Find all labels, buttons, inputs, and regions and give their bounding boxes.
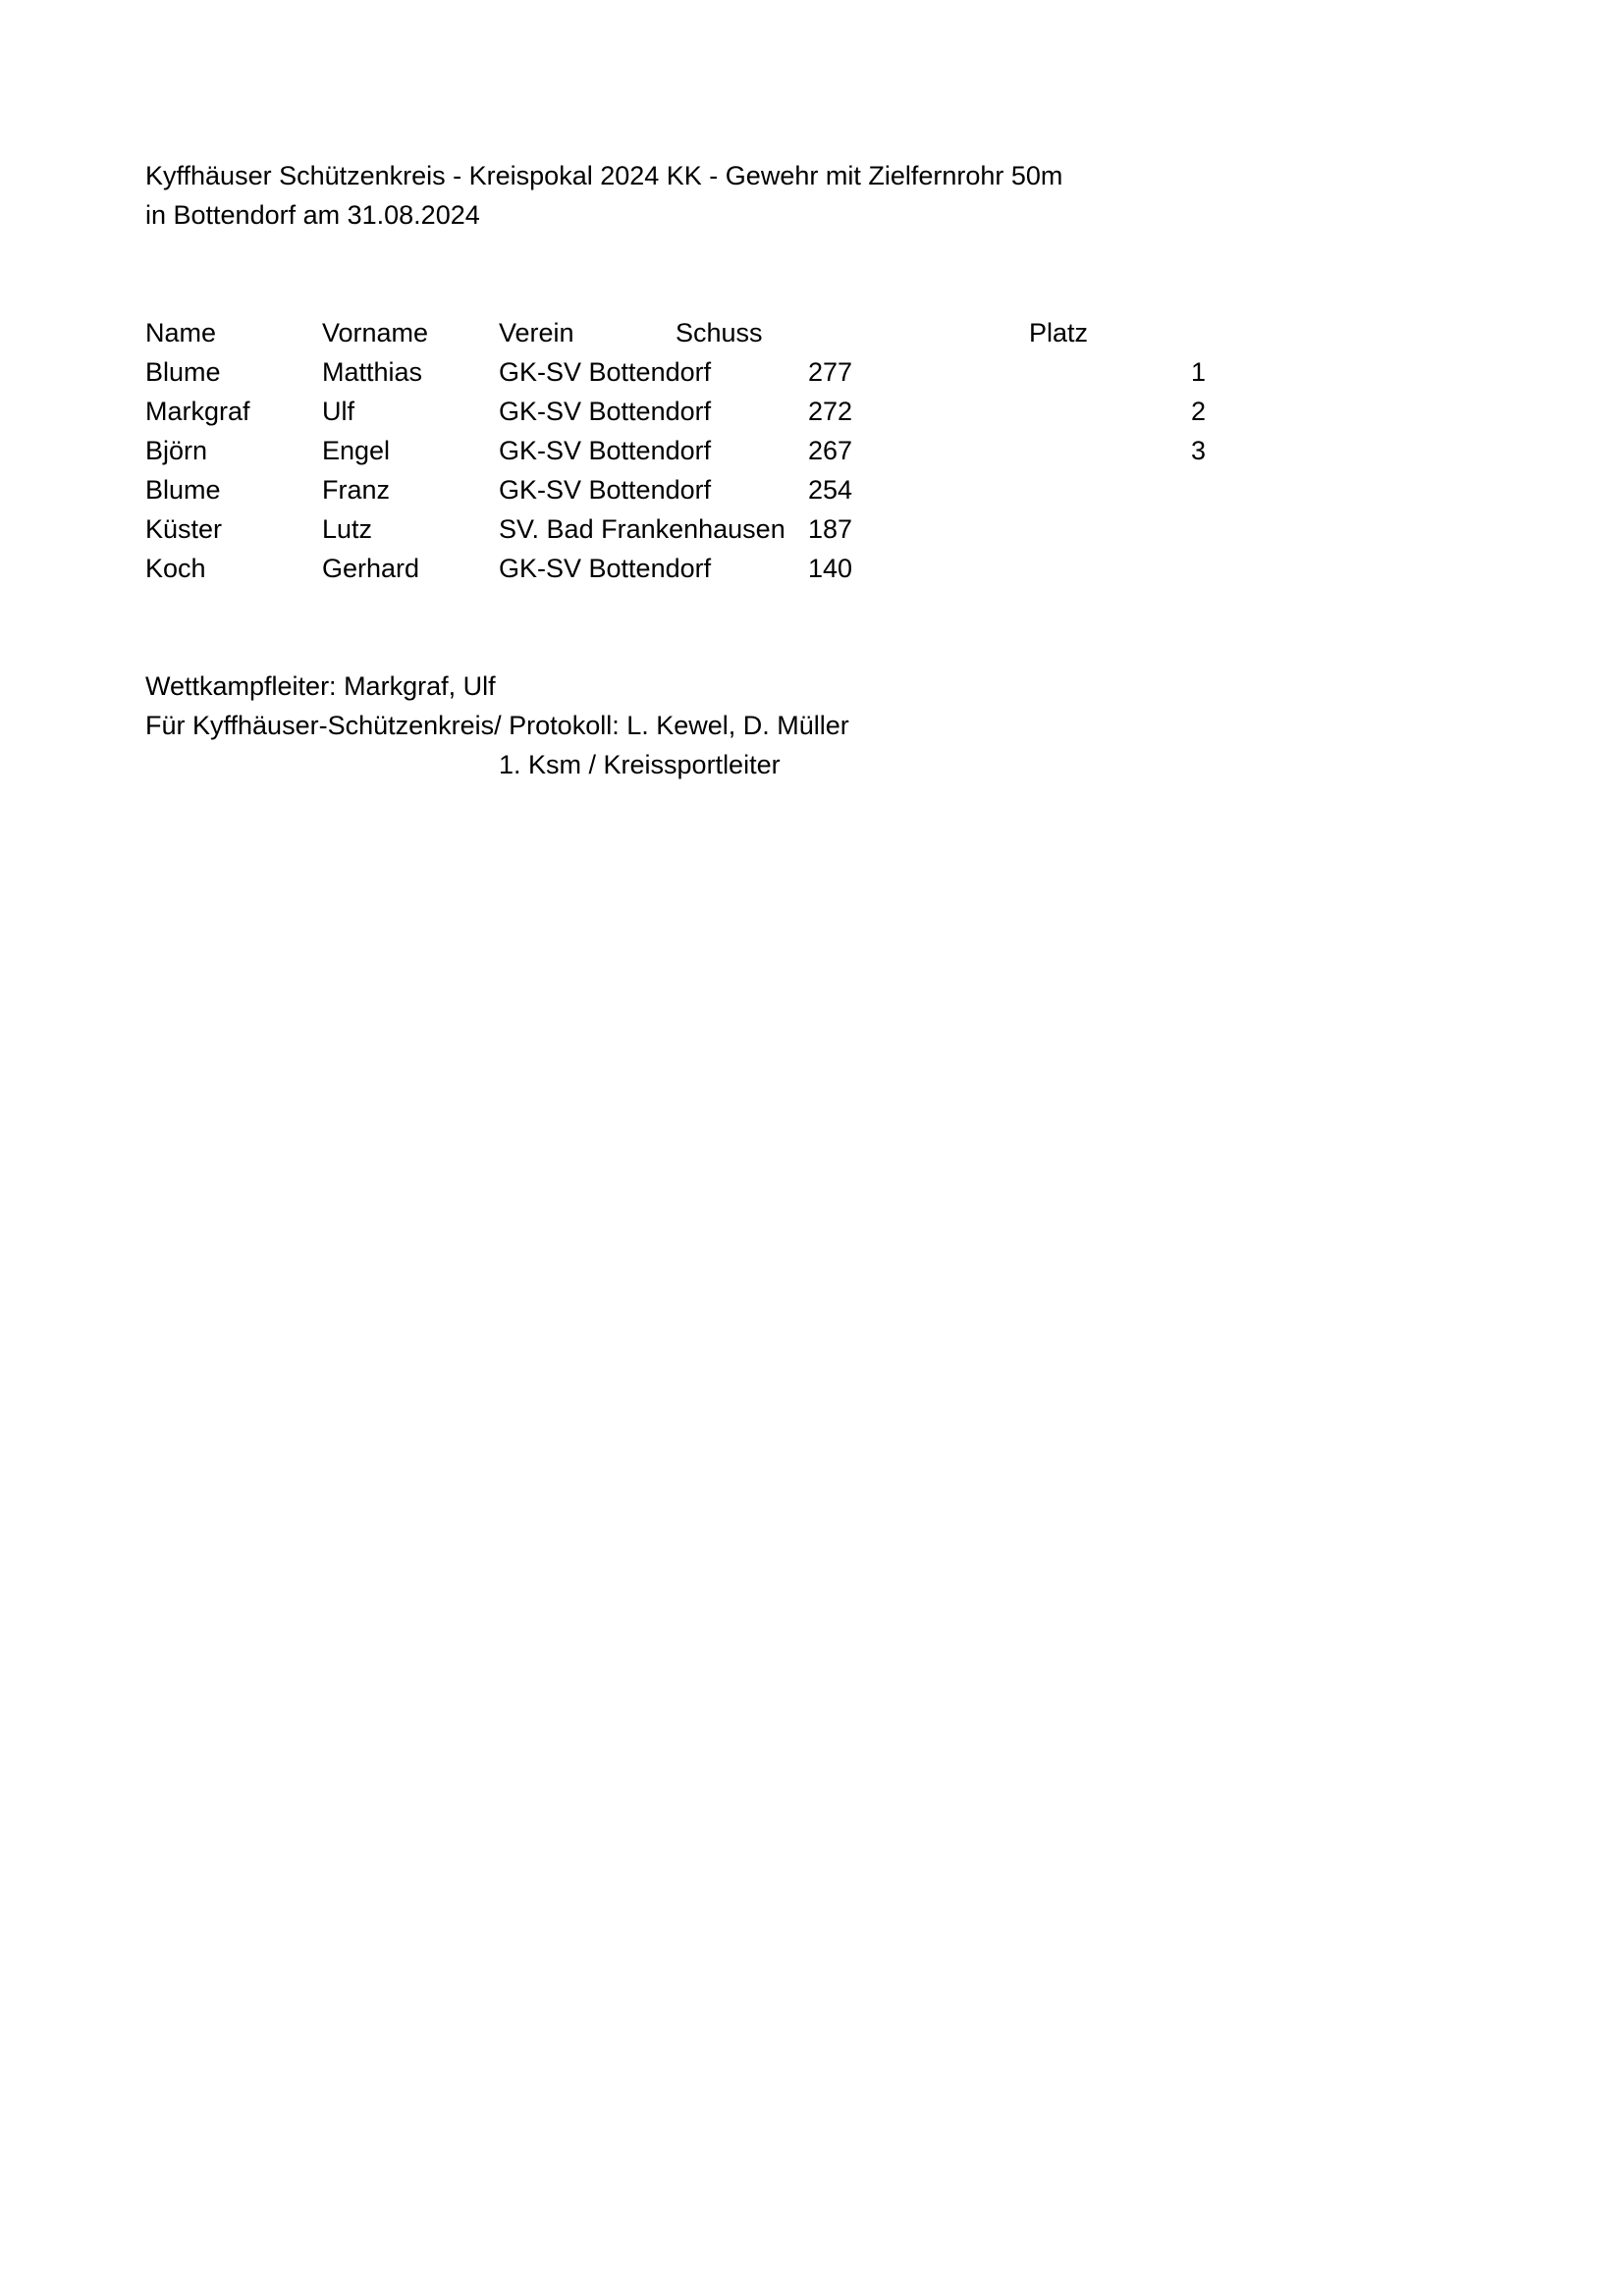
cell-name: Koch [145,554,206,583]
cell-verein: SV. Bad Frankenhausen [499,514,785,544]
cell-platz-wrapper [1029,470,1206,509]
cell-vorname: Lutz [322,514,373,544]
cell-schuss-wrapper [676,509,852,549]
cell-platz: 3 [1190,436,1206,465]
cell-schuss-wrapper [676,470,852,509]
table-header-row [145,313,1245,352]
cell-vorname: Franz [322,475,391,505]
table-row [145,470,1245,509]
cell-schuss-wrapper [676,431,852,470]
cell-name: Björn [145,436,208,465]
cell-verein: GK-SV Bottendorf [499,397,712,426]
column-header-platz: Platz [1029,318,1089,347]
cell-schuss: 272 [807,397,852,426]
cell-verein: GK-SV Bottendorf [499,554,712,583]
cell-vorname: Engel [322,436,391,465]
cell-platz-wrapper [1029,352,1206,392]
table-row [145,392,1245,431]
signature-role-line: 1. Ksm / Kreissportleiter [499,750,781,779]
cell-platz: 2 [1190,397,1206,426]
column-header-name: Name [145,318,217,347]
wettkampfleiter-line: Wettkampfleiter: Markgraf, Ulf [145,671,496,701]
cell-vorname: Matthias [322,357,423,387]
column-header-verein: Verein [499,318,574,347]
cell-schuss-wrapper [676,392,852,431]
cell-verein: GK-SV Bottendorf [499,436,712,465]
cell-schuss: 277 [807,357,852,387]
cell-schuss-wrapper [676,352,852,392]
table-row [145,431,1245,470]
column-header-schuss: Schuss [676,318,763,347]
document-title: Kyffhäuser Schützenkreis - Kreispokal 2024 KK - Gewehr mit Zielfernrohr 50m [145,161,1063,190]
cell-name: Markgraf [145,397,250,426]
cell-schuss-wrapper [676,549,852,588]
cell-platz-wrapper [1029,392,1206,431]
cell-platz-wrapper [1029,431,1206,470]
cell-schuss: 187 [807,514,852,544]
cell-name: Blume [145,357,221,387]
results-table [145,313,1245,588]
document-subtitle: in Bottendorf am 31.08.2024 [145,200,480,230]
cell-schuss: 140 [807,554,852,583]
table-row [145,549,1245,588]
cell-verein: GK-SV Bottendorf [499,475,712,505]
table-row [145,352,1245,392]
cell-platz-wrapper [1029,549,1206,588]
table-row [145,509,1245,549]
column-header-vorname: Vorname [322,318,429,347]
protokoll-line: Für Kyffhäuser-Schützenkreis/ Protokoll: L. Kewel, D. Müller [145,711,849,740]
cell-verein: GK-SV Bottendorf [499,357,712,387]
cell-name: Blume [145,475,221,505]
cell-platz-wrapper [1029,509,1206,549]
cell-schuss: 267 [807,436,852,465]
cell-schuss: 254 [807,475,852,505]
cell-vorname: Ulf [322,397,354,426]
cell-vorname: Gerhard [322,554,420,583]
cell-name: Küster [145,514,223,544]
cell-platz: 1 [1190,357,1206,387]
